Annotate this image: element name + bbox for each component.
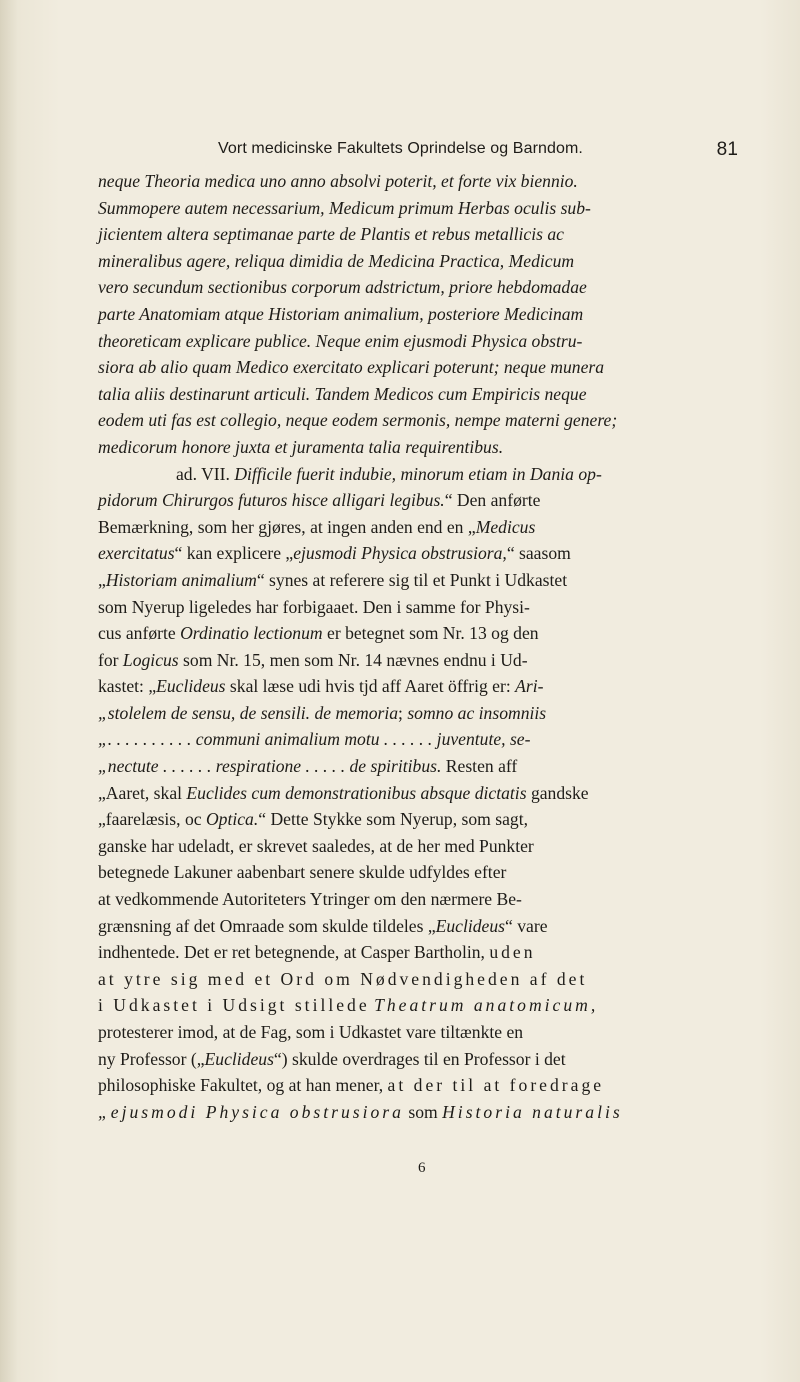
- text-line: at ytre sig med et Ord om Nødvendigheden af det: [98, 968, 588, 989]
- text-line: cus anførte Ordinatio lectionum er betegnet som Nr. 13 og den: [98, 623, 539, 644]
- text-line: philosophiske Fakultet, og at han mener, at der til at foredrage: [98, 1075, 605, 1096]
- text-line: protesterer imod, at de Fag, som i Udkastet vare tiltænkte en: [98, 1022, 524, 1042]
- text-line: ny Professor („Euclideus“) skulde overdrages til en Professor i det: [98, 1048, 566, 1069]
- text-line: neque Theoria medica uno anno absolvi poterit, et forte vix biennio.: [98, 171, 578, 191]
- signature-mark: 6: [418, 1160, 426, 1176]
- text-line: „faarelæsis, oc Optica.“ Dette Stykke som Nyerup, som sagt,: [98, 809, 528, 830]
- text-line: „stolelem de sensu, de sensili. de memoria; somno ac insomniis: [98, 702, 547, 723]
- text-line: mineralibus agere, reliqua dimidia de Medicina Practica, Medicum: [98, 250, 575, 271]
- text-line: som Nyerup ligeledes har forbigaaet. Den i samme for Physi-: [98, 596, 530, 617]
- text-line: medicorum honore juxta et juramenta talia requirentibus.: [98, 436, 504, 457]
- text-line: grænsning af det Omraade som skulde tildeles „Euclideus“ vare: [98, 915, 548, 936]
- text-line: eodem uti fas est collegio, neque eodem sermonis, nempe materni genere;: [98, 410, 618, 431]
- text-line: theoreticam explicare publice. Neque enim ejusmodi Physica obstru-: [98, 330, 583, 351]
- text-line: „nectute . . . . . . respiratione . . . . . de spiritibus. Resten aff: [98, 756, 518, 777]
- running-title: Vort medicinske Fakultets Oprindelse og Barndom.: [218, 140, 583, 157]
- running-header: [98, 140, 738, 158]
- text-line: for Logicus som Nr. 15, men som Nr. 14 nævnes endnu i Ud-: [98, 649, 528, 670]
- text-line: ganske har udeladt, er skrevet saaledes, at de her med Punkter: [98, 835, 534, 856]
- text-line: pidorum Chirurgos futuros hisce alligari legibus.“ Den anførte: [98, 490, 541, 511]
- text-line: at vedkommende Autoriteters Ytringer om den nærmere Be-: [98, 889, 522, 910]
- text-line: „. . . . . . . . . . communi animalium motu . . . . . . juventute, se-: [98, 729, 531, 750]
- text-line: „Aaret, skal Euclides cum demonstrationibus absque dictatis gandske: [98, 782, 589, 803]
- body-text: [98, 168, 740, 1125]
- text-line: Bemærkning, som her gjøres, at ingen anden end en „Medicus: [98, 516, 536, 537]
- text-line: Summopere autem necessarium, Medicum primum Herbas oculis sub-: [98, 197, 591, 218]
- text-line: „Historiam animalium“ synes at referere sig til et Punkt i Udkastet: [98, 569, 568, 590]
- text-line: siora ab alio quam Medico exercitato explicari poterunt; neque munera: [98, 357, 605, 378]
- page-number: 81: [716, 139, 738, 160]
- text-line: jicientem altera septimanae parte de Plantis et rebus metallicis ac: [98, 224, 564, 245]
- text-line: talia aliis destinarunt articuli. Tandem Medicos cum Empiricis neque: [98, 383, 587, 404]
- text-line: kastet: „Euclideus skal læse udi hvis tjd aff Aaret öffrig er: Ari-: [98, 676, 544, 697]
- text-line: exercitatus“ kan explicere „ejusmodi Physica obstrusiora,“ saasom: [98, 543, 571, 564]
- text-line: betegnede Lakuner aabenbart senere skulde udfyldes efter: [98, 862, 507, 883]
- text-line: indhentede. Det er ret betegnende, at Casper Bartholin, uden: [98, 942, 536, 963]
- text-line: i Udkastet i Udsigt stillede Theatrum anatomicum,: [98, 995, 599, 1016]
- text-line: „ejusmodi Physica obstrusiora som Historia naturalis: [98, 1101, 623, 1122]
- text-line: vero secundum sectionibus corporum adstrictum, priore hebdomadae: [98, 277, 587, 298]
- text-line: parte Anatomiam atque Historiam animalium, posteriore Medicinam: [98, 303, 584, 324]
- text-line: ad. VII. Difficile fuerit indubie, minorum etiam in Dania op-: [176, 463, 602, 484]
